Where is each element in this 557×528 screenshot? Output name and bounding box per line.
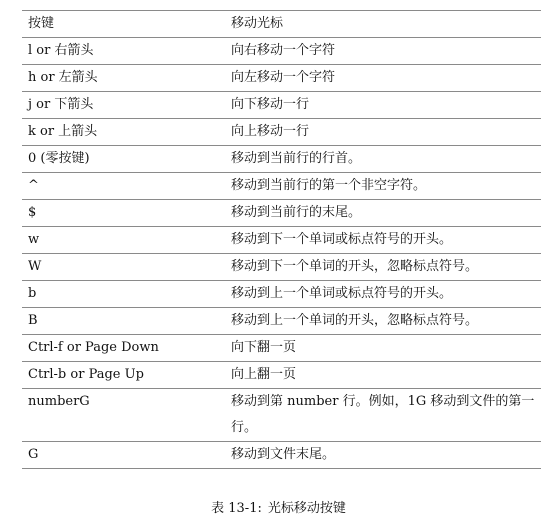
table-row	[22, 442, 541, 469]
table-row	[22, 65, 541, 92]
header-key: 按键	[22, 11, 225, 38]
key-cell: Ctrl-b or Page Up	[22, 362, 225, 389]
header-movement: 移动光标	[225, 11, 541, 38]
key-cell: W	[22, 254, 225, 281]
table-caption	[0, 497, 557, 516]
key-cell: l or 右箭头	[22, 38, 225, 65]
action-cell: 移动到文件末尾。	[225, 442, 541, 469]
key-cell: 0 (零按键)	[22, 146, 225, 173]
document-body	[22, 10, 541, 469]
key-cell: G	[22, 442, 225, 469]
action-cell: 移动到当前行的第一个非空字符。	[225, 173, 541, 200]
key-cell: B	[22, 308, 225, 335]
table-row	[22, 254, 541, 281]
table-row	[22, 146, 541, 173]
caption-text: 光标移动按键	[267, 501, 346, 516]
table-row	[22, 389, 541, 442]
key-cell: j or 下箭头	[22, 92, 225, 119]
table-row	[22, 362, 541, 389]
key-cell: h or 左箭头	[22, 65, 225, 92]
action-cell: 移动到上一个单词或标点符号的开头。	[225, 281, 541, 308]
key-table	[22, 10, 541, 469]
action-cell: 向左移动一个字符	[225, 65, 541, 92]
table-row	[22, 308, 541, 335]
key-cell: w	[22, 227, 225, 254]
table-row	[22, 92, 541, 119]
key-cell: b	[22, 281, 225, 308]
key-cell: k or 上箭头	[22, 119, 225, 146]
action-cell: 移动到第 number 行。例如，1G 移动到文件的第一行。	[225, 389, 541, 442]
action-cell: 向上移动一行	[225, 119, 541, 146]
caption-label: 表 13-1:	[211, 501, 262, 516]
table-header-row	[22, 11, 541, 38]
key-cell: Ctrl-f or Page Down	[22, 335, 225, 362]
action-cell: 向下移动一行	[225, 92, 541, 119]
action-cell: 移动到当前行的末尾。	[225, 200, 541, 227]
action-cell: 移动到下一个单词的开头，忽略标点符号。	[225, 254, 541, 281]
action-cell: 向右移动一个字符	[225, 38, 541, 65]
table-row	[22, 335, 541, 362]
action-cell: 移动到上一个单词的开头，忽略标点符号。	[225, 308, 541, 335]
table-row	[22, 227, 541, 254]
action-cell: 移动到下一个单词或标点符号的开头。	[225, 227, 541, 254]
key-cell: numberG	[22, 389, 225, 442]
action-cell: 移动到当前行的行首。	[225, 146, 541, 173]
table-row	[22, 281, 541, 308]
table-row	[22, 173, 541, 200]
action-cell: 向下翻一页	[225, 335, 541, 362]
action-cell: 向上翻一页	[225, 362, 541, 389]
table-row	[22, 200, 541, 227]
table-row	[22, 119, 541, 146]
key-cell: ^	[22, 173, 225, 200]
key-cell: $	[22, 200, 225, 227]
table-row	[22, 38, 541, 65]
